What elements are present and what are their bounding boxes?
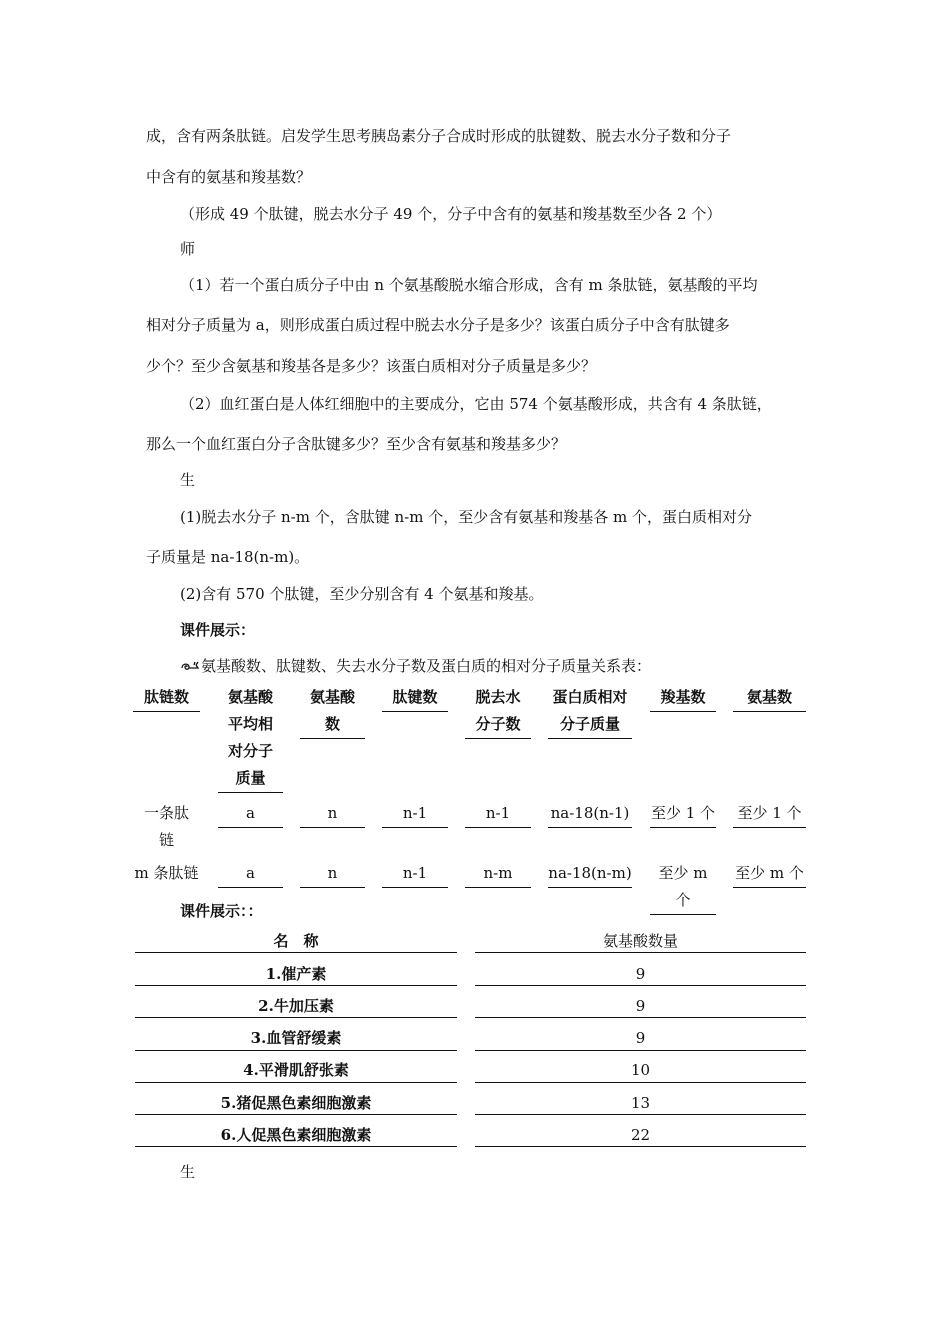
table-rule: [135, 1017, 457, 1018]
paragraph-11: (1)脱去水分子 n-m 个，含肽键 n-m 个，至少含有氨基和羧基各 m 个，蛋白质相对分: [180, 508, 752, 526]
table1-header-chains: 肽链数: [133, 684, 200, 712]
table1-row1-cell: n: [300, 800, 365, 828]
paragraph-3: （形成 49 个肽键，脱去水分子 49 个，分子中含有的氨基和羧基数至少各 2 个）: [180, 205, 722, 223]
table-rule: [135, 1114, 457, 1115]
table2-row1-count: 9: [635, 965, 646, 983]
paragraph-7: 少个？至少含氨基和羧基各是多少？该蛋白质相对分子质量是多少？: [146, 357, 597, 375]
paragraph-2: 中含有的氨基和羧基数？: [146, 168, 312, 186]
table1-row1-cell: na-18(n-1): [548, 800, 632, 828]
table2-row6-name: 6.人促黑色素细胞激素: [220, 1126, 372, 1144]
table-rule: [475, 952, 806, 953]
table1-header-amino-group: 氨基数: [733, 684, 806, 712]
table1-row2-cell: n-m: [465, 860, 531, 888]
courseware-heading-2: 课件展示：：: [180, 902, 263, 920]
table2-row2-name: 2.牛加压素: [258, 997, 334, 1015]
paragraph-8: （2）血红蛋白是人体红细胞中的主要成分，它由 574 个氨基酸形成，共含有 4 条肽链，: [180, 395, 772, 413]
table1-row2-label: m 条肽链: [134, 864, 199, 882]
table-rule: [475, 1146, 806, 1147]
paragraph-6: 相对分子质量为 a，则形成蛋白质过程中脱去水分子是多少？该蛋白质分子中含有肽键多: [146, 316, 730, 334]
table2-header-count: 氨基酸数量: [602, 932, 678, 950]
table1-row1-label: 一条肽 链: [143, 804, 189, 849]
table1-row1-cell: 至少 1 个: [650, 800, 716, 828]
speaker-student: 生: [180, 471, 196, 489]
table-rule: [135, 952, 457, 953]
table1-row2-cell: n-1: [382, 860, 448, 888]
table-rule: [135, 985, 457, 986]
paragraph-5: （1）若一个蛋白质分子中由 n 个氨基酸脱水缩合形成，含有 m 条肽链，氨基酸的平均: [180, 276, 758, 294]
table-rule: [475, 1050, 806, 1051]
table1-row2-cell: na-18(n-m): [548, 860, 632, 888]
table1-header-amino-count: 氨基酸 数: [300, 684, 365, 739]
table2-row1-name: 1.催产素: [265, 965, 327, 983]
table1-row1-cell: a: [218, 800, 283, 828]
table2-row6-count: 22: [630, 1126, 651, 1144]
table1-header-water: 脱去水 分子数: [465, 684, 531, 739]
table2-row3-name: 3.血管舒缓素: [250, 1029, 342, 1047]
paragraph-13: (2)含有 570 个肽键，至少分别含有 4 个氨基和羧基。: [180, 585, 544, 603]
table2-row5-name: 5.猪促黑色素细胞激素: [220, 1094, 372, 1112]
table-rule: [475, 985, 806, 986]
table1-row1-cell: n-1: [382, 800, 448, 828]
table-rule: [475, 1082, 806, 1083]
table1-header-carboxyl: 羧基数: [650, 684, 716, 712]
table1-header-avg-mass: 氨基酸 平均相 对分子 质量: [218, 684, 283, 793]
table2-row5-count: 13: [630, 1094, 651, 1112]
courseware-heading-1: 课件展示：: [180, 621, 256, 639]
table-rule: [135, 1082, 457, 1083]
table2-row4-count: 10: [630, 1061, 651, 1079]
table1-header-bonds: 肽键数: [382, 684, 448, 712]
table-rule: [475, 1017, 806, 1018]
table1-caption-text: 氨基酸数、肽键数、失去水分子数及蛋白质的相对分子质量关系表：: [201, 657, 652, 675]
table2-row4-name: 4.平滑肌舒张素: [243, 1061, 349, 1079]
speaker-student-2: 生: [180, 1163, 196, 1181]
table1-row2-cell: n: [300, 860, 365, 888]
table2-row2-count: 9: [635, 997, 646, 1015]
table1-caption: [180, 659, 850, 674]
table1-row2-cell: 至少 m 个: [650, 860, 716, 915]
table-rule: [135, 1050, 457, 1051]
table2-header-name: 名 称: [273, 932, 319, 950]
paragraph-1: 成，含有两条肽链。启发学生思考胰岛素分子合成时形成的肽键数、脱去水分子数和分子: [146, 127, 732, 145]
table1-row2-cell: a: [218, 860, 283, 888]
speaker-teacher: 师: [180, 240, 196, 258]
paragraph-12: 子质量是 na-18(n-m)。: [146, 548, 310, 566]
table1-header-protein-mass: 蛋白质相对 分子质量: [548, 684, 632, 739]
table1-row1-cell: n-1: [465, 800, 531, 828]
table-rule: [135, 1146, 457, 1147]
table-rule: [475, 1114, 806, 1115]
snail-bullet-icon: [180, 660, 200, 672]
table1-row2-cell: 至少 m 个: [733, 860, 806, 888]
paragraph-9: 那么一个血红蛋白分子含肽键多少？至少含有氨基和羧基多少？: [146, 435, 567, 453]
table2-row3-count: 9: [635, 1029, 646, 1047]
table1-row1-cell: 至少 1 个: [733, 800, 806, 828]
